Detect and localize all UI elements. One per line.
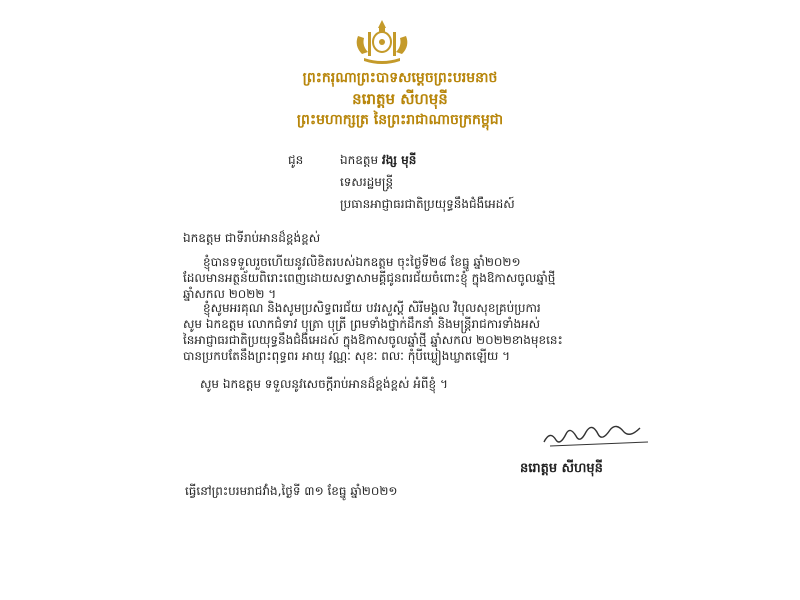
handwritten-signature: [540, 416, 660, 450]
salutation: ឯកឧត្តម ជាទីរាប់អានដ៏ខ្ពង់ខ្ពស់: [183, 231, 321, 245]
header-line-2: នរោត្តម សីហមុនី: [352, 90, 448, 108]
paragraph-2-line: ខ្ញុំសូមអរគុណ និងសូមប្រសិទ្ធពរជ័យ បវរសួស្តី សិរីមង្គល វិបុលសុខគ្រប់ប្រការ: [203, 301, 541, 315]
recipient-name-line: [340, 152, 416, 168]
closing-line: សូម ឯកឧត្តម ទទួលនូវសេចក្តីរាប់អានដ៏ខ្ពង់ខ្ពស់ អំពីខ្ញុំ ។: [200, 377, 448, 391]
paragraph-2-line: សូម ឯកឧត្តម លោកជំទាវ បុត្រា បុត្រី ព្រមទាំងថ្នាក់ដឹកនាំ និងមន្ត្រីរាជការទាំងអស់: [183, 317, 541, 331]
header-line-1: ព្រះករុណាព្រះបាទសម្តេចព្រះបរមនាថ: [302, 70, 498, 86]
header-line-3: ព្រះមហាក្សត្រ នៃព្រះរាជាណាចក្រកម្ពុជា: [296, 112, 504, 128]
paragraph-2: [183, 300, 613, 364]
recipient-name: វង្ស មុនី: [381, 153, 417, 167]
paragraph-2-line: បានប្រកបតែនឹងព្រះពុទ្ធពរ អាយុ វណ្ណៈ សុខៈ ពលៈ កុំបីឃ្លៀងឃ្លាតឡើយ ។: [183, 349, 511, 363]
recipient-title-2: ប្រធានអាជ្ញាធរជាតិប្រយុទ្ធនឹងជំងឺអេដស៍: [340, 197, 515, 211]
paragraph-1: [183, 254, 613, 302]
royal-emblem-icon: [350, 18, 414, 66]
paragraph-1-line: ឆ្នាំសកល ២០២២ ។: [183, 287, 277, 301]
recipient-label: ជូន: [288, 153, 304, 167]
signer-name: នរោត្តម សីហមុនី: [520, 461, 603, 476]
date-line: ធ្វើនៅព្រះបរមរាជវាំង,ថ្ងៃទី ៣១ ខែធ្នូ ឆ្នាំ២០២១: [185, 484, 398, 498]
paragraph-1-line: ខ្ញុំបានទទួលរួចហើយនូវលិខិតរបស់ឯកឧត្តម ចុះថ្ងៃទី២៨ ខែធ្នូ ឆ្នាំ២០២១: [203, 255, 521, 269]
recipient-title-1: ទេសរដ្ឋមន្ត្រី: [340, 175, 394, 189]
recipient-name-prefix: ឯកឧត្តម: [340, 153, 379, 167]
paragraph-2-line: នៃអាជ្ញាធរជាតិប្រយុទ្ធនឹងជំងឺអេដស៍ ក្នុងឱកាសចូលឆ្នាំថ្មី ឆ្នាំសកល ២០២២ខាងមុខនេះ: [183, 333, 563, 347]
paragraph-1-line: ដែលមានអត្ថន័យពិរោះពេញដោយសទ្ធាសាមគ្គីជូនពរជ័យចំពោះខ្ញុំ ក្នុងឱកាសចូលឆ្នាំថ្មី: [183, 271, 556, 285]
